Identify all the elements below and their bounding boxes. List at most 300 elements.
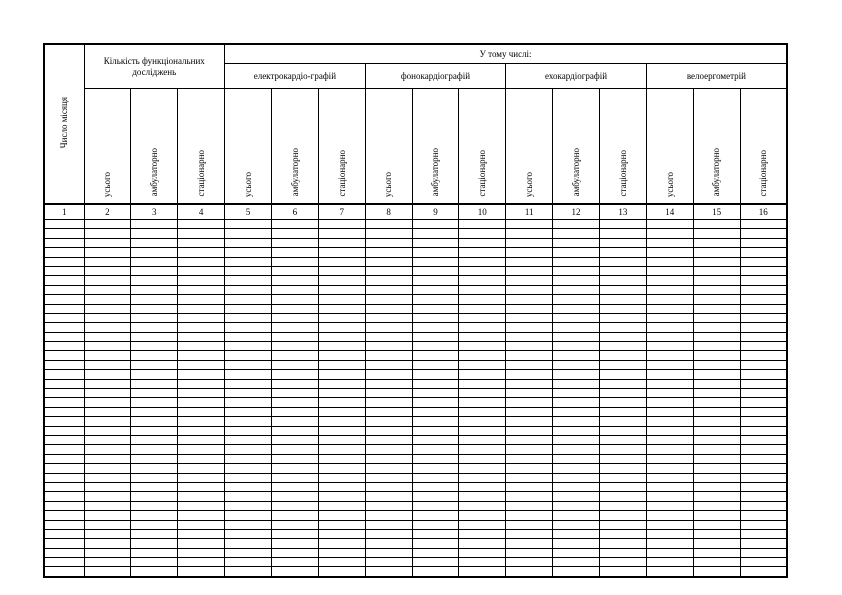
- entry-cell[interactable]: [599, 323, 646, 332]
- entry-cell[interactable]: [412, 276, 459, 285]
- entry-cell[interactable]: [225, 511, 272, 520]
- entry-cell[interactable]: [318, 567, 365, 577]
- entry-cell[interactable]: [44, 548, 84, 557]
- entry-cell[interactable]: [693, 501, 740, 510]
- entry-cell[interactable]: [44, 313, 84, 322]
- entry-cell[interactable]: [178, 445, 225, 454]
- entry-cell[interactable]: [740, 529, 787, 538]
- entry-cell[interactable]: [646, 220, 693, 229]
- entry-cell[interactable]: [553, 323, 600, 332]
- entry-cell[interactable]: [740, 389, 787, 398]
- entry-cell[interactable]: [412, 360, 459, 369]
- entry-cell[interactable]: [740, 332, 787, 341]
- entry-cell[interactable]: [646, 426, 693, 435]
- entry-cell[interactable]: [84, 445, 131, 454]
- entry-cell[interactable]: [740, 257, 787, 266]
- entry-cell[interactable]: [44, 567, 84, 577]
- entry-cell[interactable]: [459, 482, 506, 491]
- entry-cell[interactable]: [318, 464, 365, 473]
- entry-cell[interactable]: [318, 238, 365, 247]
- entry-cell[interactable]: [693, 266, 740, 275]
- entry-cell[interactable]: [599, 351, 646, 360]
- entry-cell[interactable]: [646, 482, 693, 491]
- entry-cell[interactable]: [599, 266, 646, 275]
- entry-cell[interactable]: [318, 379, 365, 388]
- entry-cell[interactable]: [646, 445, 693, 454]
- entry-cell[interactable]: [599, 492, 646, 501]
- entry-cell[interactable]: [553, 511, 600, 520]
- entry-cell[interactable]: [131, 558, 178, 567]
- entry-cell[interactable]: [84, 520, 131, 529]
- entry-cell[interactable]: [271, 229, 318, 238]
- entry-cell[interactable]: [225, 323, 272, 332]
- entry-cell[interactable]: [131, 266, 178, 275]
- entry-cell[interactable]: [225, 435, 272, 444]
- entry-cell[interactable]: [459, 229, 506, 238]
- entry-cell[interactable]: [412, 558, 459, 567]
- entry-cell[interactable]: [271, 464, 318, 473]
- entry-cell[interactable]: [84, 501, 131, 510]
- entry-cell[interactable]: [225, 539, 272, 548]
- entry-cell[interactable]: [365, 501, 412, 510]
- entry-cell[interactable]: [271, 445, 318, 454]
- entry-cell[interactable]: [740, 351, 787, 360]
- entry-cell[interactable]: [459, 454, 506, 463]
- entry-cell[interactable]: [44, 332, 84, 341]
- entry-cell[interactable]: [44, 229, 84, 238]
- entry-cell[interactable]: [646, 539, 693, 548]
- entry-cell[interactable]: [271, 511, 318, 520]
- entry-cell[interactable]: [506, 360, 553, 369]
- entry-cell[interactable]: [365, 285, 412, 294]
- entry-cell[interactable]: [553, 529, 600, 538]
- entry-cell[interactable]: [225, 342, 272, 351]
- entry-cell[interactable]: [178, 360, 225, 369]
- entry-cell[interactable]: [740, 464, 787, 473]
- entry-cell[interactable]: [646, 417, 693, 426]
- entry-cell[interactable]: [693, 342, 740, 351]
- entry-cell[interactable]: [131, 276, 178, 285]
- entry-cell[interactable]: [84, 529, 131, 538]
- entry-cell[interactable]: [646, 351, 693, 360]
- entry-cell[interactable]: [271, 332, 318, 341]
- entry-cell[interactable]: [318, 482, 365, 491]
- entry-cell[interactable]: [740, 445, 787, 454]
- entry-cell[interactable]: [271, 323, 318, 332]
- entry-cell[interactable]: [506, 539, 553, 548]
- entry-cell[interactable]: [225, 567, 272, 577]
- entry-cell[interactable]: [131, 285, 178, 294]
- entry-cell[interactable]: [365, 435, 412, 444]
- entry-cell[interactable]: [84, 257, 131, 266]
- entry-cell[interactable]: [459, 501, 506, 510]
- entry-cell[interactable]: [599, 313, 646, 322]
- entry-cell[interactable]: [365, 342, 412, 351]
- entry-cell[interactable]: [178, 454, 225, 463]
- entry-cell[interactable]: [553, 539, 600, 548]
- entry-cell[interactable]: [178, 266, 225, 275]
- entry-cell[interactable]: [318, 248, 365, 257]
- entry-cell[interactable]: [318, 351, 365, 360]
- entry-cell[interactable]: [459, 295, 506, 304]
- entry-cell[interactable]: [693, 257, 740, 266]
- entry-cell[interactable]: [646, 379, 693, 388]
- entry-cell[interactable]: [178, 257, 225, 266]
- entry-cell[interactable]: [365, 445, 412, 454]
- entry-cell[interactable]: [553, 454, 600, 463]
- entry-cell[interactable]: [225, 501, 272, 510]
- entry-cell[interactable]: [553, 445, 600, 454]
- entry-cell[interactable]: [271, 473, 318, 482]
- entry-cell[interactable]: [506, 351, 553, 360]
- entry-cell[interactable]: [740, 539, 787, 548]
- entry-cell[interactable]: [599, 426, 646, 435]
- entry-cell[interactable]: [599, 295, 646, 304]
- entry-cell[interactable]: [271, 529, 318, 538]
- entry-cell[interactable]: [84, 332, 131, 341]
- entry-cell[interactable]: [318, 426, 365, 435]
- entry-cell[interactable]: [646, 464, 693, 473]
- entry-cell[interactable]: [412, 511, 459, 520]
- entry-cell[interactable]: [365, 332, 412, 341]
- entry-cell[interactable]: [412, 248, 459, 257]
- entry-cell[interactable]: [131, 426, 178, 435]
- entry-cell[interactable]: [84, 323, 131, 332]
- entry-cell[interactable]: [412, 501, 459, 510]
- entry-cell[interactable]: [365, 370, 412, 379]
- entry-cell[interactable]: [84, 511, 131, 520]
- entry-cell[interactable]: [693, 285, 740, 294]
- entry-cell[interactable]: [693, 360, 740, 369]
- entry-cell[interactable]: [178, 548, 225, 557]
- entry-cell[interactable]: [178, 313, 225, 322]
- entry-cell[interactable]: [44, 248, 84, 257]
- entry-cell[interactable]: [44, 445, 84, 454]
- entry-cell[interactable]: [599, 473, 646, 482]
- entry-cell[interactable]: [553, 435, 600, 444]
- entry-cell[interactable]: [178, 398, 225, 407]
- entry-cell[interactable]: [271, 539, 318, 548]
- entry-cell[interactable]: [740, 285, 787, 294]
- entry-cell[interactable]: [553, 276, 600, 285]
- entry-cell[interactable]: [365, 304, 412, 313]
- entry-cell[interactable]: [131, 257, 178, 266]
- entry-cell[interactable]: [740, 473, 787, 482]
- entry-cell[interactable]: [553, 285, 600, 294]
- entry-cell[interactable]: [599, 342, 646, 351]
- entry-cell[interactable]: [740, 426, 787, 435]
- entry-cell[interactable]: [178, 417, 225, 426]
- entry-cell[interactable]: [506, 407, 553, 416]
- entry-cell[interactable]: [646, 558, 693, 567]
- entry-cell[interactable]: [412, 417, 459, 426]
- entry-cell[interactable]: [506, 445, 553, 454]
- entry-cell[interactable]: [84, 426, 131, 435]
- entry-cell[interactable]: [44, 492, 84, 501]
- entry-cell[interactable]: [225, 454, 272, 463]
- entry-cell[interactable]: [740, 520, 787, 529]
- entry-cell[interactable]: [553, 492, 600, 501]
- entry-cell[interactable]: [318, 511, 365, 520]
- entry-cell[interactable]: [412, 351, 459, 360]
- entry-cell[interactable]: [318, 257, 365, 266]
- entry-cell[interactable]: [693, 435, 740, 444]
- entry-cell[interactable]: [84, 295, 131, 304]
- entry-cell[interactable]: [365, 511, 412, 520]
- entry-cell[interactable]: [459, 558, 506, 567]
- entry-cell[interactable]: [178, 238, 225, 247]
- entry-cell[interactable]: [271, 379, 318, 388]
- entry-cell[interactable]: [599, 229, 646, 238]
- entry-cell[interactable]: [44, 285, 84, 294]
- entry-cell[interactable]: [225, 238, 272, 247]
- entry-cell[interactable]: [646, 567, 693, 577]
- entry-cell[interactable]: [599, 360, 646, 369]
- entry-cell[interactable]: [318, 435, 365, 444]
- entry-cell[interactable]: [178, 435, 225, 444]
- entry-cell[interactable]: [553, 351, 600, 360]
- entry-cell[interactable]: [225, 492, 272, 501]
- entry-cell[interactable]: [318, 398, 365, 407]
- entry-cell[interactable]: [318, 454, 365, 463]
- entry-cell[interactable]: [693, 276, 740, 285]
- entry-cell[interactable]: [131, 220, 178, 229]
- entry-cell[interactable]: [740, 220, 787, 229]
- entry-cell[interactable]: [178, 285, 225, 294]
- entry-cell[interactable]: [84, 266, 131, 275]
- entry-cell[interactable]: [506, 379, 553, 388]
- entry-cell[interactable]: [318, 313, 365, 322]
- entry-cell[interactable]: [44, 351, 84, 360]
- entry-cell[interactable]: [131, 238, 178, 247]
- entry-cell[interactable]: [271, 482, 318, 491]
- entry-cell[interactable]: [178, 220, 225, 229]
- entry-cell[interactable]: [365, 220, 412, 229]
- entry-cell[interactable]: [271, 351, 318, 360]
- entry-cell[interactable]: [44, 323, 84, 332]
- entry-cell[interactable]: [84, 539, 131, 548]
- entry-cell[interactable]: [271, 492, 318, 501]
- entry-cell[interactable]: [693, 539, 740, 548]
- entry-cell[interactable]: [459, 342, 506, 351]
- entry-cell[interactable]: [84, 567, 131, 577]
- entry-cell[interactable]: [506, 389, 553, 398]
- entry-cell[interactable]: [412, 473, 459, 482]
- entry-cell[interactable]: [412, 398, 459, 407]
- entry-cell[interactable]: [740, 398, 787, 407]
- entry-cell[interactable]: [506, 558, 553, 567]
- entry-cell[interactable]: [646, 548, 693, 557]
- entry-cell[interactable]: [553, 370, 600, 379]
- entry-cell[interactable]: [225, 285, 272, 294]
- entry-cell[interactable]: [365, 248, 412, 257]
- entry-cell[interactable]: [44, 304, 84, 313]
- entry-cell[interactable]: [459, 389, 506, 398]
- entry-cell[interactable]: [553, 426, 600, 435]
- entry-cell[interactable]: [412, 492, 459, 501]
- entry-cell[interactable]: [553, 220, 600, 229]
- entry-cell[interactable]: [318, 539, 365, 548]
- entry-cell[interactable]: [553, 295, 600, 304]
- entry-cell[interactable]: [459, 370, 506, 379]
- entry-cell[interactable]: [44, 482, 84, 491]
- entry-cell[interactable]: [318, 529, 365, 538]
- entry-cell[interactable]: [225, 558, 272, 567]
- entry-cell[interactable]: [225, 266, 272, 275]
- entry-cell[interactable]: [506, 276, 553, 285]
- entry-cell[interactable]: [412, 313, 459, 322]
- entry-cell[interactable]: [506, 313, 553, 322]
- entry-cell[interactable]: [693, 548, 740, 557]
- entry-cell[interactable]: [271, 313, 318, 322]
- entry-cell[interactable]: [84, 398, 131, 407]
- entry-cell[interactable]: [646, 520, 693, 529]
- entry-cell[interactable]: [553, 558, 600, 567]
- entry-cell[interactable]: [459, 548, 506, 557]
- entry-cell[interactable]: [84, 360, 131, 369]
- entry-cell[interactable]: [506, 323, 553, 332]
- entry-cell[interactable]: [599, 332, 646, 341]
- entry-cell[interactable]: [459, 445, 506, 454]
- entry-cell[interactable]: [178, 276, 225, 285]
- entry-cell[interactable]: [459, 435, 506, 444]
- entry-cell[interactable]: [84, 464, 131, 473]
- entry-cell[interactable]: [506, 266, 553, 275]
- entry-cell[interactable]: [44, 370, 84, 379]
- entry-cell[interactable]: [225, 370, 272, 379]
- entry-cell[interactable]: [599, 276, 646, 285]
- entry-cell[interactable]: [506, 492, 553, 501]
- entry-cell[interactable]: [506, 398, 553, 407]
- entry-cell[interactable]: [599, 567, 646, 577]
- entry-cell[interactable]: [365, 492, 412, 501]
- entry-cell[interactable]: [412, 323, 459, 332]
- entry-cell[interactable]: [646, 304, 693, 313]
- entry-cell[interactable]: [44, 417, 84, 426]
- entry-cell[interactable]: [740, 435, 787, 444]
- entry-cell[interactable]: [178, 567, 225, 577]
- entry-cell[interactable]: [225, 407, 272, 416]
- entry-cell[interactable]: [459, 257, 506, 266]
- entry-cell[interactable]: [225, 482, 272, 491]
- entry-cell[interactable]: [44, 539, 84, 548]
- entry-cell[interactable]: [44, 238, 84, 247]
- entry-cell[interactable]: [412, 567, 459, 577]
- entry-cell[interactable]: [318, 445, 365, 454]
- entry-cell[interactable]: [271, 342, 318, 351]
- entry-cell[interactable]: [318, 332, 365, 341]
- entry-cell[interactable]: [412, 464, 459, 473]
- entry-cell[interactable]: [44, 257, 84, 266]
- entry-cell[interactable]: [84, 379, 131, 388]
- entry-cell[interactable]: [365, 426, 412, 435]
- entry-cell[interactable]: [365, 295, 412, 304]
- entry-cell[interactable]: [553, 501, 600, 510]
- entry-cell[interactable]: [693, 558, 740, 567]
- entry-cell[interactable]: [506, 548, 553, 557]
- entry-cell[interactable]: [365, 539, 412, 548]
- entry-cell[interactable]: [84, 238, 131, 247]
- entry-cell[interactable]: [131, 389, 178, 398]
- entry-cell[interactable]: [225, 398, 272, 407]
- entry-cell[interactable]: [84, 342, 131, 351]
- entry-cell[interactable]: [740, 417, 787, 426]
- entry-cell[interactable]: [318, 548, 365, 557]
- entry-cell[interactable]: [693, 313, 740, 322]
- entry-cell[interactable]: [271, 417, 318, 426]
- entry-cell[interactable]: [693, 323, 740, 332]
- entry-cell[interactable]: [693, 417, 740, 426]
- entry-cell[interactable]: [178, 342, 225, 351]
- entry-cell[interactable]: [412, 435, 459, 444]
- entry-cell[interactable]: [271, 257, 318, 266]
- entry-cell[interactable]: [178, 492, 225, 501]
- entry-cell[interactable]: [693, 426, 740, 435]
- entry-cell[interactable]: [693, 389, 740, 398]
- entry-cell[interactable]: [225, 332, 272, 341]
- entry-cell[interactable]: [553, 398, 600, 407]
- entry-cell[interactable]: [693, 567, 740, 577]
- entry-cell[interactable]: [646, 229, 693, 238]
- entry-cell[interactable]: [459, 332, 506, 341]
- entry-cell[interactable]: [131, 567, 178, 577]
- entry-cell[interactable]: [271, 389, 318, 398]
- entry-cell[interactable]: [131, 229, 178, 238]
- entry-cell[interactable]: [131, 454, 178, 463]
- entry-cell[interactable]: [506, 248, 553, 257]
- entry-cell[interactable]: [740, 454, 787, 463]
- entry-cell[interactable]: [553, 482, 600, 491]
- entry-cell[interactable]: [599, 454, 646, 463]
- entry-cell[interactable]: [693, 407, 740, 416]
- entry-cell[interactable]: [459, 220, 506, 229]
- entry-cell[interactable]: [693, 304, 740, 313]
- entry-cell[interactable]: [225, 529, 272, 538]
- entry-cell[interactable]: [225, 304, 272, 313]
- entry-cell[interactable]: [178, 558, 225, 567]
- entry-cell[interactable]: [365, 548, 412, 557]
- entry-cell[interactable]: [225, 229, 272, 238]
- entry-cell[interactable]: [693, 473, 740, 482]
- entry-cell[interactable]: [131, 370, 178, 379]
- entry-cell[interactable]: [84, 454, 131, 463]
- entry-cell[interactable]: [599, 417, 646, 426]
- entry-cell[interactable]: [599, 220, 646, 229]
- entry-cell[interactable]: [178, 304, 225, 313]
- entry-cell[interactable]: [412, 379, 459, 388]
- entry-cell[interactable]: [412, 220, 459, 229]
- entry-cell[interactable]: [318, 304, 365, 313]
- entry-cell[interactable]: [693, 370, 740, 379]
- entry-cell[interactable]: [506, 332, 553, 341]
- entry-cell[interactable]: [84, 492, 131, 501]
- entry-cell[interactable]: [271, 426, 318, 435]
- entry-cell[interactable]: [599, 248, 646, 257]
- entry-cell[interactable]: [553, 360, 600, 369]
- entry-cell[interactable]: [740, 276, 787, 285]
- entry-cell[interactable]: [506, 426, 553, 435]
- entry-cell[interactable]: [459, 351, 506, 360]
- entry-cell[interactable]: [44, 389, 84, 398]
- entry-cell[interactable]: [131, 398, 178, 407]
- entry-cell[interactable]: [131, 360, 178, 369]
- entry-cell[interactable]: [178, 323, 225, 332]
- entry-cell[interactable]: [271, 567, 318, 577]
- entry-cell[interactable]: [740, 360, 787, 369]
- entry-cell[interactable]: [225, 295, 272, 304]
- entry-cell[interactable]: [318, 342, 365, 351]
- entry-cell[interactable]: [84, 548, 131, 557]
